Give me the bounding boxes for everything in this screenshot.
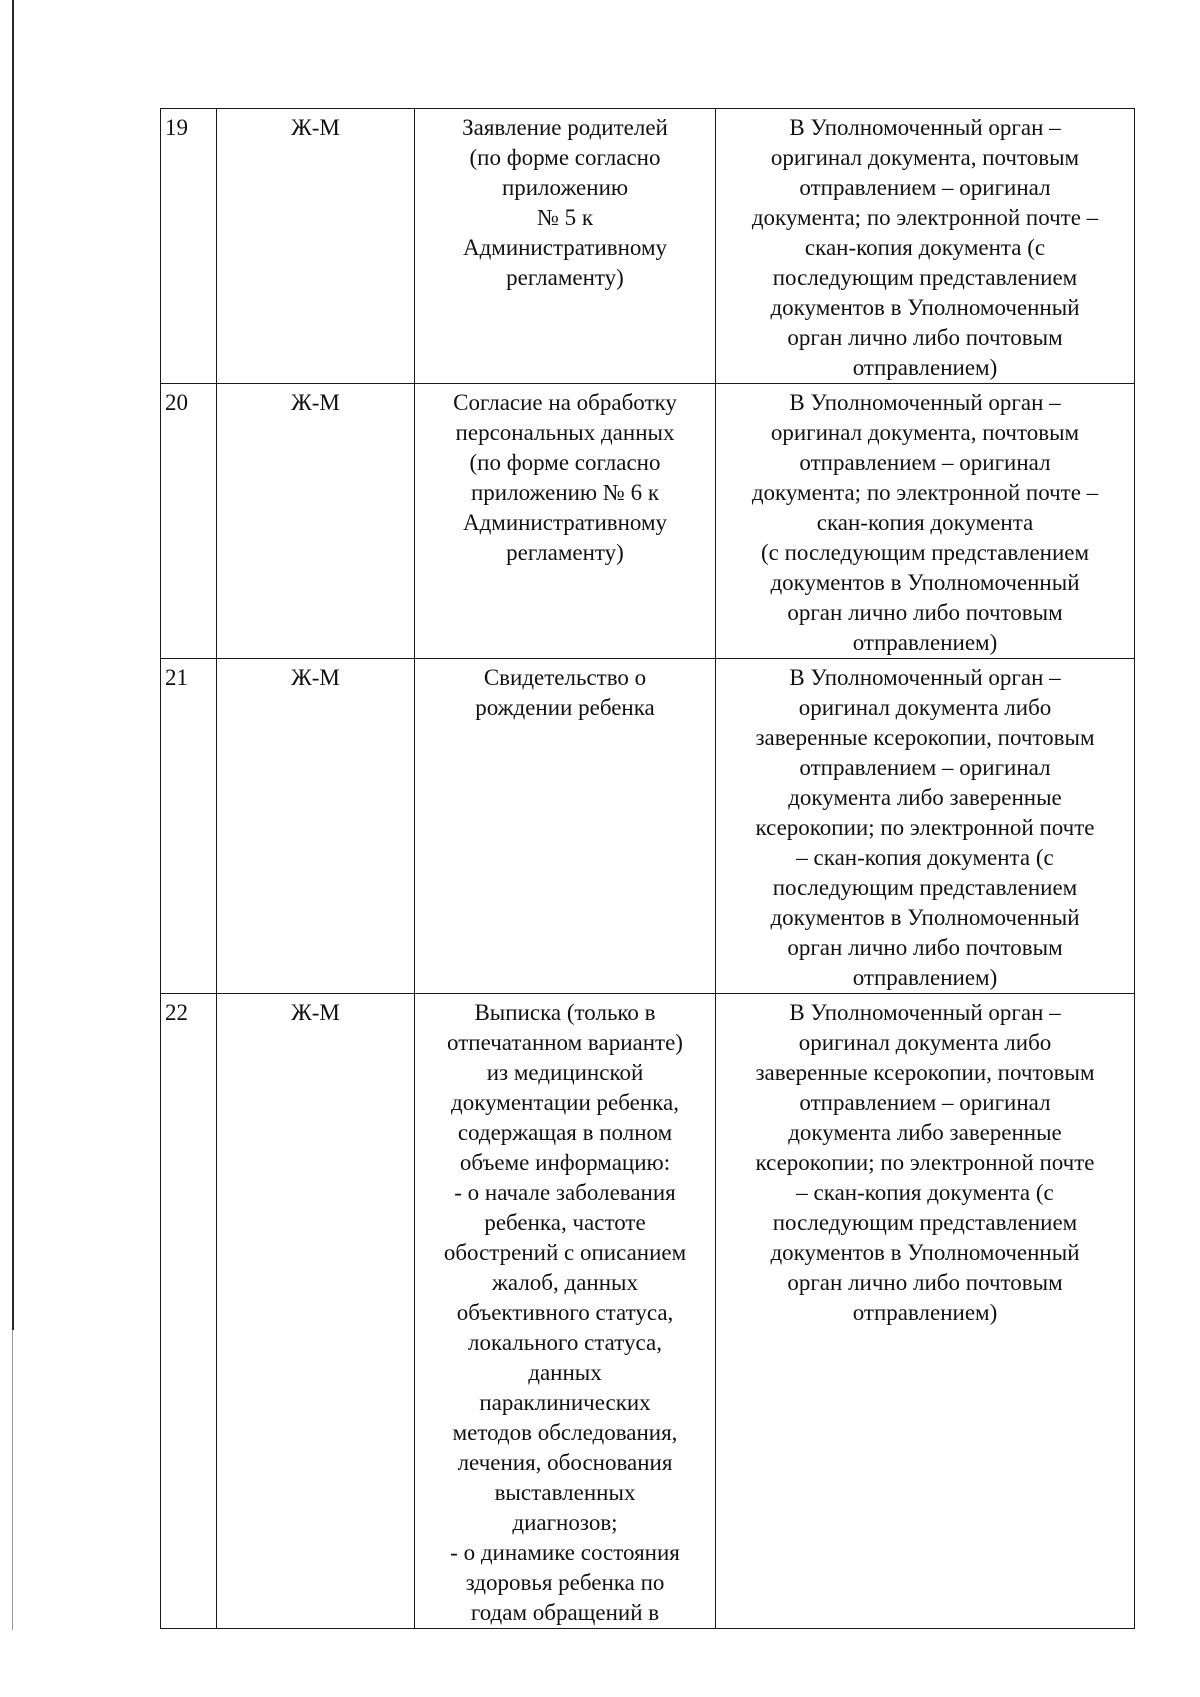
- scan-page-edge-lower: [12, 1330, 13, 1630]
- row-number: 21: [161, 659, 217, 994]
- row-code: Ж-М: [217, 109, 415, 384]
- row-code: Ж-М: [217, 384, 415, 659]
- document-name: Свидетельство о рождении ребенка: [415, 659, 716, 994]
- row-code: Ж-М: [217, 994, 415, 1629]
- table-row: [161, 994, 1135, 1629]
- document-name: Выписка (только в отпечатанном варианте) из медицинской документации ребенка, содержащая в полном объеме информацию: - о начале заболевания ребенка, частоте обострений с описанием жалоб, данных объективного статуса, локального статуса, данных параклинических методов обследования, лечения, обоснования выставленных диагнозов; - о динамике состояния здоровья ребенка по годам обращений в: [415, 994, 716, 1629]
- table-row: [161, 384, 1135, 659]
- document-name: Согласие на обработку персональных данных (по форме согласно приложению № 6 к Административному регламенту): [415, 384, 716, 659]
- row-number: 19: [161, 109, 217, 384]
- submission-method: В Уполномоченный орган – оригинал документа, почтовым отправлением – оригинал документа; по электронной почте – скан-копия документа (с последующим представлением документов в Уполномоченный орган лично либо почтовым отправлением): [716, 384, 1135, 659]
- table-row: [161, 109, 1135, 384]
- table-row: [161, 659, 1135, 994]
- scan-page-edge: [12, 0, 14, 1330]
- document-name: Заявление родителей (по форме согласно приложению № 5 к Административному регламенту): [415, 109, 716, 384]
- submission-method: В Уполномоченный орган – оригинал документа либо заверенные ксерокопии, почтовым отправлением – оригинал документа либо заверенные ксерокопии; по электронной почте – скан-копия документа (с последующим представлением документов в Уполномоченный орган лично либо почтовым отправлением): [716, 994, 1135, 1629]
- row-number: 20: [161, 384, 217, 659]
- row-code: Ж-М: [217, 659, 415, 994]
- submission-method: В Уполномоченный орган – оригинал документа либо заверенные ксерокопии, почтовым отправлением – оригинал документа либо заверенные ксерокопии; по электронной почте – скан-копия документа (с последующим представлением документов в Уполномоченный орган лично либо почтовым отправлением): [716, 659, 1135, 994]
- documents-table: [160, 108, 1135, 1629]
- submission-method: В Уполномоченный орган – оригинал документа, почтовым отправлением – оригинал документа; по электронной почте – скан-копия документа (с последующим представлением документов в Уполномоченный орган лично либо почтовым отправлением): [716, 109, 1135, 384]
- row-number: 22: [161, 994, 217, 1629]
